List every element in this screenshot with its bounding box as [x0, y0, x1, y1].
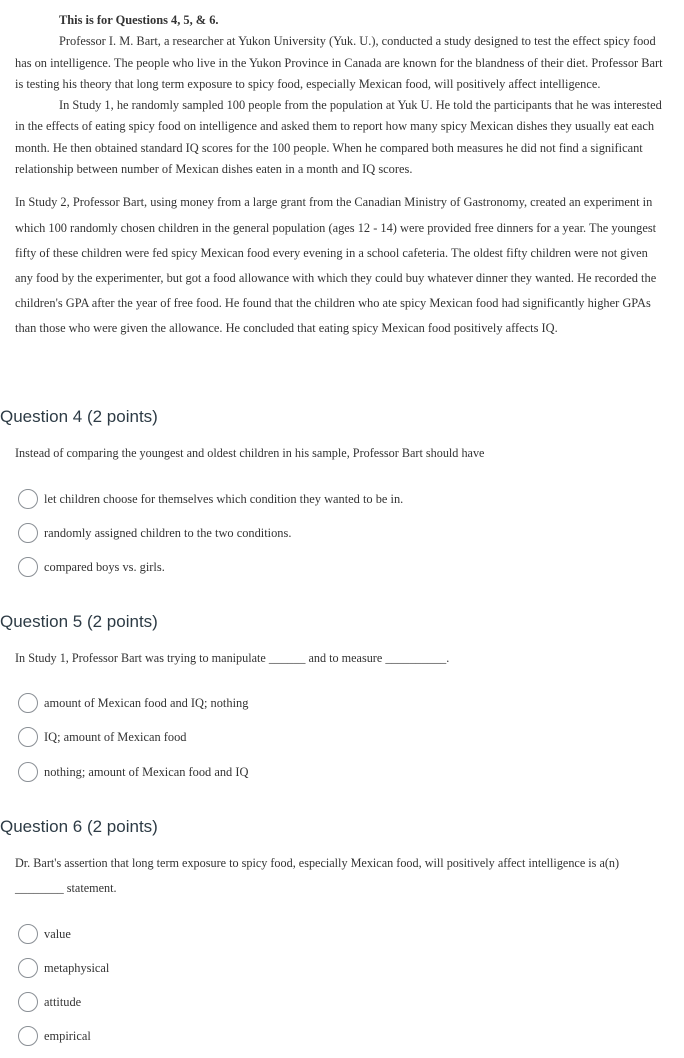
- radio-button[interactable]: [18, 727, 38, 747]
- passage-study2: In Study 2, Professor Bart, using money from a large grant from the Canadian Ministry of Gastronomy, created an experiment in which 100 randomly chosen children in the general population (ages 12 - 14) were provided free dinners for a year. The youngest fifty of these children were fed spicy Mexican food every evening in a school cafeteria. The oldest fifty children were not given any food by the experimenter, but got a food allowance with which they could buy whatever dinner they wanted. He recorded the children's GPA after the year of free food. He found that the children who ate spicy Mexican food had significantly higher GPAs than those who were given the allowance. He concluded that eating spicy Mexican food positively affects IQ.: [15, 195, 657, 336]
- radio-button[interactable]: [18, 762, 38, 782]
- question-4-points: (2 points): [86, 407, 158, 426]
- question-6-option-4[interactable]: [18, 1025, 91, 1047]
- question-6-option-3[interactable]: [18, 991, 81, 1013]
- question-5-blank-2: __________.: [385, 651, 450, 665]
- option-label: randomly assigned children to the two conditions.: [44, 525, 292, 540]
- option-label: amount of Mexican food and IQ; nothing: [44, 695, 249, 710]
- question-5-option-2[interactable]: [18, 726, 186, 748]
- question-4-option-1[interactable]: [18, 488, 403, 510]
- radio-button[interactable]: [18, 924, 38, 944]
- question-5-option-3[interactable]: [18, 761, 248, 783]
- question-6-text-part-1: Dr. Bart's assertion that long term exposure to spicy food, especially Mexican food, will positively affect intelligence is a(n): [15, 856, 620, 870]
- radio-button[interactable]: [18, 1026, 38, 1046]
- question-5-text-part-1: In Study 1, Professor Bart was trying to manipulate: [15, 651, 269, 665]
- option-label: IQ; amount of Mexican food: [44, 729, 187, 744]
- question-5-header: [0, 611, 158, 633]
- option-label: value: [44, 926, 71, 941]
- question-5-text-part-2: and to measure: [305, 651, 386, 665]
- question-6-option-1[interactable]: [18, 923, 71, 945]
- radio-button[interactable]: [18, 693, 38, 713]
- radio-button[interactable]: [18, 557, 38, 577]
- question-6-option-2[interactable]: [18, 957, 109, 979]
- question-4-title: Question 4: [0, 407, 83, 426]
- radio-button[interactable]: [18, 958, 38, 978]
- question-4-header: [0, 406, 158, 428]
- option-label: compared boys vs. girls.: [44, 559, 165, 574]
- question-5-points: (2 points): [86, 612, 158, 631]
- radio-button[interactable]: [18, 489, 38, 509]
- option-label: attitude: [44, 994, 82, 1009]
- question-4-option-2[interactable]: [18, 522, 291, 544]
- question-5-title: Question 5: [0, 612, 83, 631]
- question-6-points: (2 points): [86, 817, 158, 836]
- question-6-text-part-2: statement.: [63, 881, 117, 895]
- passage-intro: Professor I. M. Bart, a researcher at Yukon University (Yuk. U.), conducted a study designed to test the effect spicy food has on intelligence. The people who live in the Yukon Province in Canada are known for the blandness of their diet. Professor Bart is testing his theory that long term exposure to spicy food, especially Mexican food, will positively affect intelligence.: [15, 34, 663, 91]
- option-label: let children choose for themselves which condition they wanted to be in.: [44, 491, 404, 506]
- radio-button[interactable]: [18, 523, 38, 543]
- passage-study1: In Study 1, he randomly sampled 100 people from the population at Yuk U. He told the participants that he was interested in the effects of eating spicy food on intelligence and asked them to report how many spicy Mexican dishes they usually eat each month. He then obtained standard IQ scores for the 100 people. When he compared both measures he did not find a significant relationship between number of Mexican dishes eaten in a month and IQ scores.: [15, 98, 662, 177]
- question-6-title: Question 6: [0, 817, 83, 836]
- question-4-option-3[interactable]: [18, 556, 165, 578]
- passage-heading: This is for Questions 4, 5, & 6.: [59, 13, 219, 27]
- question-4-text: Instead of comparing the youngest and oldest children in his sample, Professor Bart should have: [15, 446, 485, 460]
- question-6-text: [15, 851, 667, 901]
- option-label: nothing; amount of Mexican food and IQ: [44, 764, 249, 779]
- question-5-option-1[interactable]: [18, 692, 248, 714]
- reading-passage: [15, 10, 665, 342]
- question-6-header: [0, 816, 158, 838]
- option-label: metaphysical: [44, 960, 110, 975]
- radio-button[interactable]: [18, 992, 38, 1012]
- question-6-blank: ________: [15, 881, 64, 895]
- question-5-blank-1: ______: [268, 651, 306, 665]
- question-5-text: [15, 646, 667, 671]
- option-label: empirical: [44, 1028, 91, 1043]
